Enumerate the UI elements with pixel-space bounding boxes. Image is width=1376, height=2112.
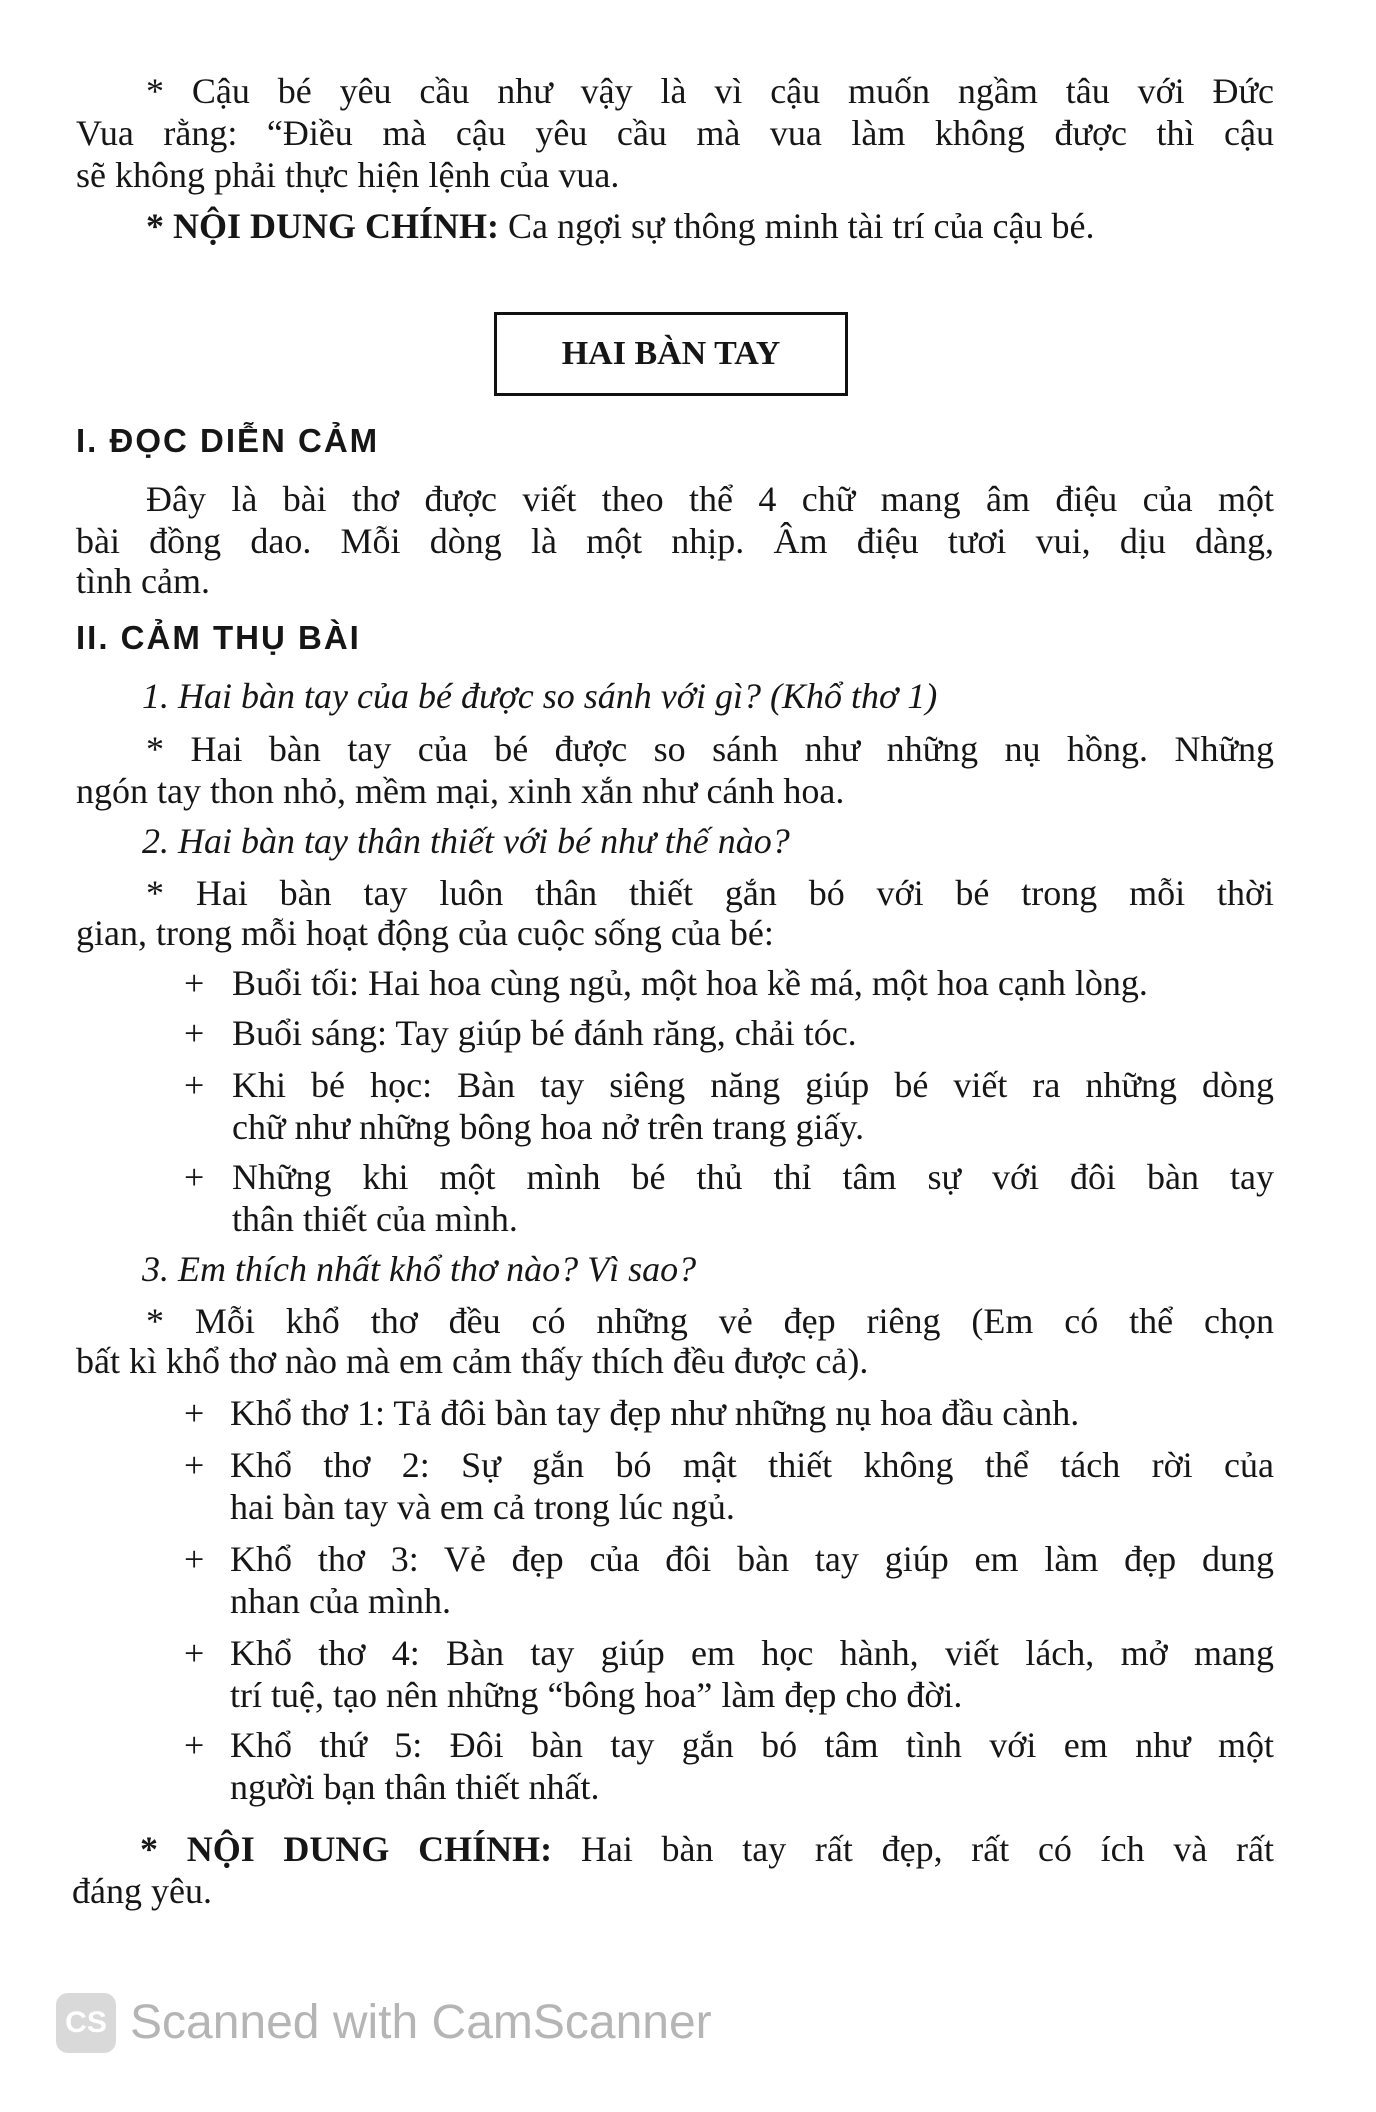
main-content-label: * NỘI DUNG CHÍNH:: [146, 206, 500, 246]
q3-item-3-line-2: nhan của mình.: [230, 1581, 451, 1621]
camscanner-watermark: [56, 1988, 756, 2058]
answer-1-line-1: * Hai bàn tay của bé được so sánh như những nụ hồng. Những: [146, 729, 1274, 769]
q3-item-1-line-1: Khổ thơ 1: Tả đôi bàn tay đẹp như những nụ hoa đầu cành.: [230, 1393, 1080, 1433]
section-1-heading: I. ĐỌC DIỄN CẢM: [76, 422, 380, 459]
camscanner-logo-icon: CS: [56, 1993, 116, 2053]
main-content-text: Hai bàn tay rất đẹp, rất có ích và rất: [552, 1829, 1274, 1869]
bullet-marker: +: [184, 1633, 205, 1673]
bullet-marker: +: [184, 1393, 205, 1433]
section-2-heading: II. CẢM THỤ BÀI: [76, 619, 361, 656]
answer-3-line-2: bất kì khổ thơ nào mà em cảm thấy thích đều được cả).: [76, 1341, 869, 1381]
question-1: 1. Hai bàn tay của bé được so sánh với gì? (Khổ thơ 1): [142, 676, 938, 716]
section-1-line-3: tình cảm.: [76, 561, 210, 601]
main-content-label: * NỘI DUNG CHÍNH:: [140, 1829, 553, 1869]
answer-3-line-1: * Mỗi khổ thơ đều có những vẻ đẹp riêng (Em có thể chọn: [146, 1301, 1274, 1341]
lesson-title: HAI BÀN TAY: [494, 312, 848, 396]
bullet-marker: +: [184, 1445, 205, 1485]
main-content-text: Ca ngợi sự thông minh tài trí của cậu bé.: [499, 206, 1095, 246]
intro-line-2: Vua rằng: “Điều mà cậu yêu cầu mà vua làm không được thì cậu: [76, 113, 1274, 153]
q3-item-5-line-1: Khổ thứ 5: Đôi bàn tay gắn bó tâm tình với em như một: [230, 1725, 1274, 1765]
camscanner-text: Scanned with CamScanner: [130, 1996, 712, 2049]
answer-1-line-2: ngón tay thon nhỏ, mềm mại, xinh xắn như cánh hoa.: [76, 771, 845, 811]
section-2-main-content-line-2: đáng yêu.: [72, 1871, 212, 1911]
intro-main-content: [146, 205, 1274, 247]
question-3: 3. Em thích nhất khổ thơ nào? Vì sao?: [142, 1249, 697, 1289]
bullet-marker: +: [184, 1065, 205, 1105]
q3-item-4-line-2: trí tuệ, tạo nên những “bông hoa” làm đẹp cho đời.: [230, 1675, 963, 1715]
section-2-main-content: [140, 1828, 1274, 1870]
q2-item-3-line-2: chữ như những bông hoa nở trên trang giấy.: [232, 1107, 865, 1147]
q2-item-3-line-1: Khi bé học: Bàn tay siêng năng giúp bé viết ra những dòng: [232, 1065, 1274, 1105]
bullet-marker: +: [184, 963, 205, 1003]
q2-item-1-line-1: Buổi tối: Hai hoa cùng ngủ, một hoa kề má, một hoa cạnh lòng.: [232, 963, 1148, 1003]
question-2: 2. Hai bàn tay thân thiết với bé như thế nào?: [142, 821, 790, 861]
bullet-marker: +: [184, 1539, 205, 1579]
q3-item-5-line-2: người bạn thân thiết nhất.: [230, 1767, 600, 1807]
answer-2-line-2: gian, trong mỗi hoạt động của cuộc sống của bé:: [76, 913, 774, 953]
intro-line-1: * Cậu bé yêu cầu như vậy là vì cậu muốn ngầm tâu với Đức: [146, 71, 1274, 111]
section-1-line-2: bài đồng dao. Mỗi dòng là một nhịp. Âm điệu tươi vui, dịu dàng,: [76, 521, 1274, 561]
q3-item-2-line-1: Khổ thơ 2: Sự gắn bó mật thiết không thể tách rời của: [230, 1445, 1274, 1485]
q3-item-2-line-2: hai bàn tay và em cả trong lúc ngủ.: [230, 1487, 735, 1527]
q2-item-2-line-1: Buổi sáng: Tay giúp bé đánh răng, chải tóc.: [232, 1013, 857, 1053]
q2-item-4-line-2: thân thiết của mình.: [232, 1199, 518, 1239]
bullet-marker: +: [184, 1725, 205, 1765]
q3-item-4-line-1: Khổ thơ 4: Bàn tay giúp em học hành, viết lách, mở mang: [230, 1633, 1274, 1673]
section-1-line-1: Đây là bài thơ được viết theo thể 4 chữ mang âm điệu của một: [146, 479, 1274, 519]
bullet-marker: +: [184, 1013, 205, 1053]
answer-2-line-1: * Hai bàn tay luôn thân thiết gắn bó với bé trong mỗi thời: [146, 873, 1274, 913]
bullet-marker: +: [184, 1157, 205, 1197]
intro-line-3: sẽ không phải thực hiện lệnh của vua.: [76, 155, 620, 195]
q3-item-3-line-1: Khổ thơ 3: Vẻ đẹp của đôi bàn tay giúp em làm đẹp dung: [230, 1539, 1274, 1579]
q2-item-4-line-1: Những khi một mình bé thủ thỉ tâm sự với đôi bàn tay: [232, 1157, 1274, 1197]
